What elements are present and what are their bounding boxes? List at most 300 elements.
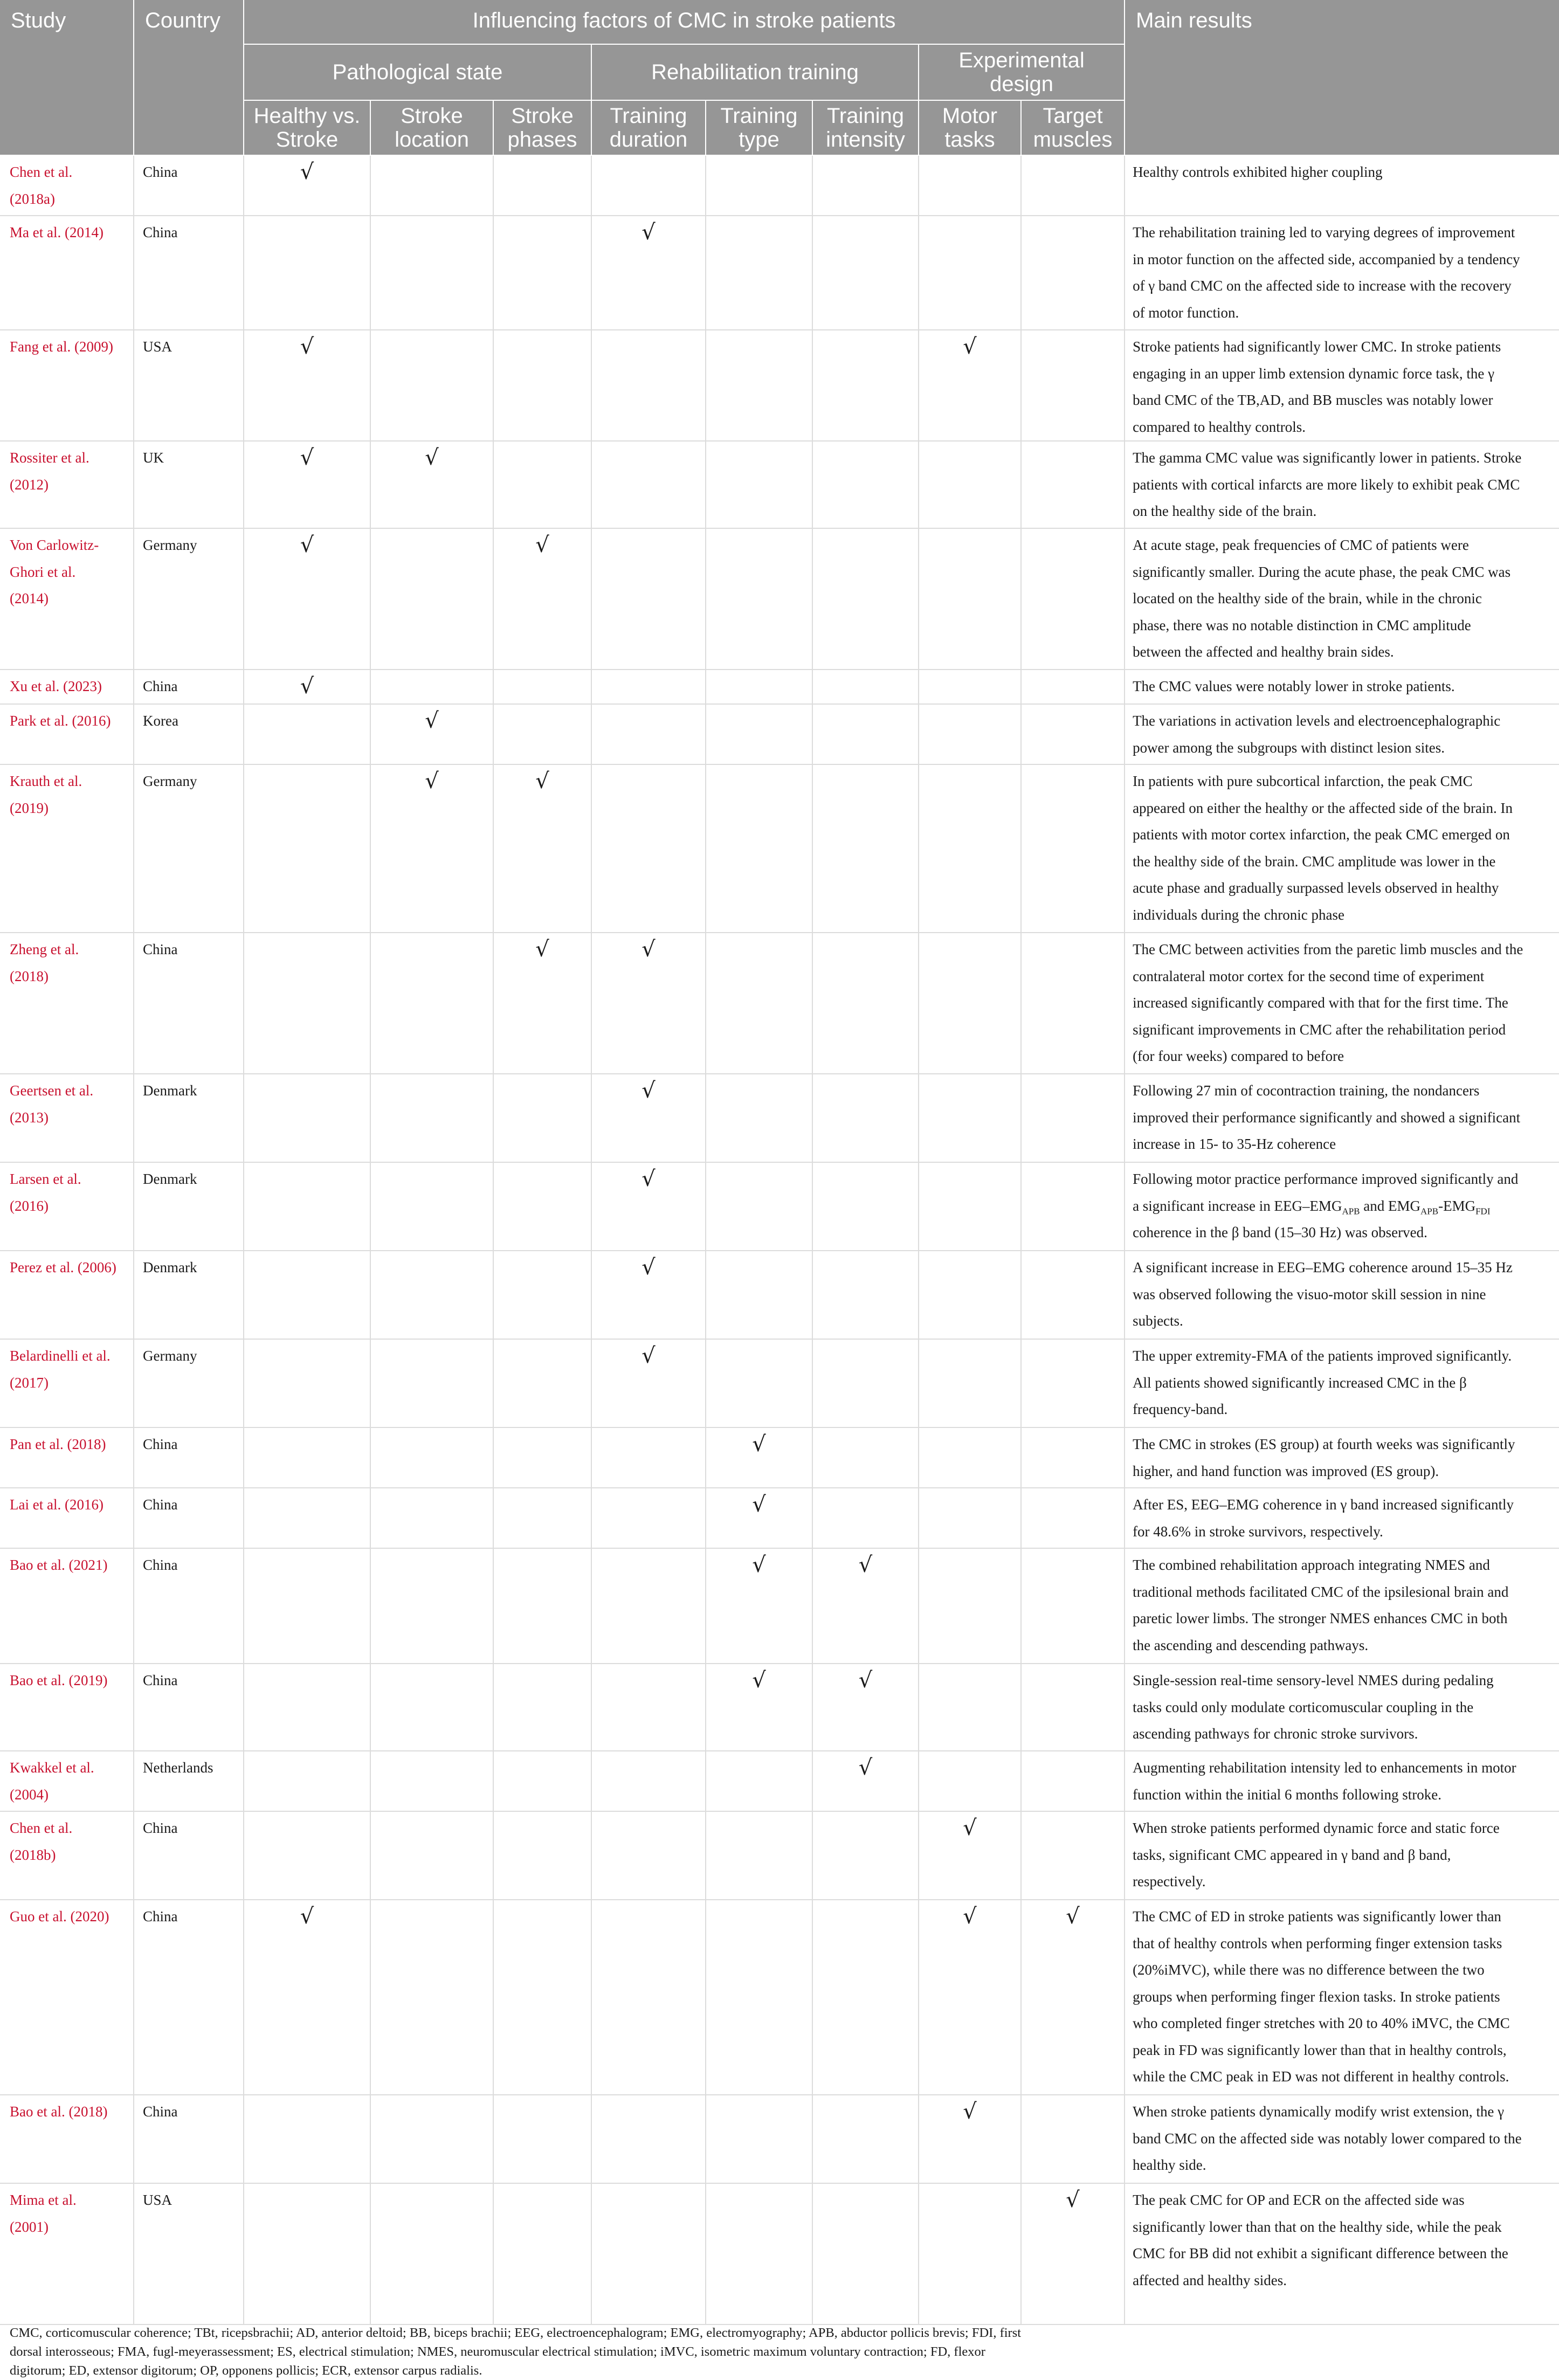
factor-cell-stroke-location (370, 704, 493, 764)
factor-cell-healthy-vs-stroke (244, 528, 370, 670)
study-link[interactable]: Fang et al. (2009) (10, 339, 113, 355)
result-line: improved their performance significantly and showed a significant (1133, 1109, 1521, 1126)
header-study: Study (0, 0, 134, 155)
check-mark-icon: √ (641, 1167, 656, 1191)
study-link[interactable]: Geertsen et al. (10, 1082, 94, 1099)
result-line: Following motor practice performance improved significantly and (1133, 1171, 1519, 1187)
study-cell[interactable] (0, 2183, 134, 2324)
result-line: contralateral motor cortex for the second time of experiment (1133, 968, 1485, 984)
study-link[interactable]: Zheng et al. (10, 941, 79, 957)
factor-cell-training-duration (591, 2183, 706, 2324)
result-line: tasks could only modulate corticomuscular coupling in the (1133, 1699, 1474, 1715)
result-line: After ES, EEG–EMG coherence in γ band increased significantly (1133, 1496, 1514, 1513)
result-line: groups when performing finger flexion tasks. In stroke patients (1133, 1988, 1500, 2005)
check-mark-icon: √ (641, 220, 656, 245)
main-result-cell (1125, 216, 1559, 330)
country-cell: Germany (134, 528, 244, 670)
factor-cell-training-duration (591, 1548, 706, 1664)
factor-cell-stroke-phases (493, 1074, 591, 1162)
check-mark-icon: √ (858, 1668, 873, 1693)
factor-cell-motor-tasks (919, 764, 1021, 933)
result-line: The peak CMC for OP and ECR on the affected side was (1133, 2192, 1465, 2208)
factor-cell-training-type (706, 155, 812, 216)
factor-cell-training-type (706, 1751, 812, 1811)
result-line: patients with motor cortex infarction, the peak CMC emerged on (1133, 826, 1510, 843)
study-cell[interactable] (0, 670, 134, 704)
study-link[interactable]: Chen et al. (10, 1820, 73, 1836)
factor-cell-stroke-location (370, 1751, 493, 1811)
study-link[interactable]: Bao et al. (2019) (10, 1672, 108, 1688)
result-line: power among the subgroups with distinct lesion sites. (1133, 739, 1445, 756)
factor-cell-stroke-location (370, 1427, 493, 1488)
factor-cell-stroke-location (370, 1162, 493, 1251)
main-result-cell (1125, 155, 1559, 216)
table-row (0, 933, 1559, 1074)
factor-cell-stroke-phases (493, 216, 591, 330)
factor-cell-motor-tasks (919, 1074, 1021, 1162)
main-result-cell (1125, 933, 1559, 1074)
check-mark-icon: √ (300, 674, 314, 699)
study-cell[interactable] (0, 1251, 134, 1339)
study-link[interactable]: Mima et al. (10, 2192, 77, 2208)
factor-cell-motor-tasks (919, 155, 1021, 216)
result-line: the ascending and descending pathways. (1133, 1637, 1369, 1653)
factor-cell-target-muscles (1021, 1339, 1125, 1427)
main-result-cell (1125, 1074, 1559, 1162)
result-line: Stroke patients had significantly lower CMC. In stroke patients (1133, 339, 1501, 355)
study-cell[interactable] (0, 1162, 134, 1251)
study-link[interactable]: (2016) (10, 1197, 49, 1214)
factor-cell-stroke-location (370, 216, 493, 330)
factor-cell-training-type (706, 1488, 812, 1548)
header-group-experimental (919, 44, 1125, 100)
check-mark-icon: √ (752, 1668, 766, 1693)
country-cell: China (134, 155, 244, 216)
result-line: while the CMC peak in ED was not different in healthy controls. (1133, 2068, 1509, 2085)
factor-cell-training-intensity (812, 1162, 919, 1251)
factor-cell-motor-tasks (919, 670, 1021, 704)
factor-cell-healthy-vs-stroke (244, 1751, 370, 1811)
result-line: on the healthy side of the brain. (1133, 503, 1317, 519)
factor-cell-training-duration (591, 933, 706, 1074)
factor-cell-target-muscles (1021, 1548, 1125, 1664)
factor-cell-training-intensity (812, 1427, 919, 1488)
country-cell: China (134, 1900, 244, 2095)
check-mark-icon: √ (858, 1755, 873, 1780)
factor-cell-motor-tasks (919, 1251, 1021, 1339)
factor-cell-stroke-location (370, 1488, 493, 1548)
check-mark-icon: √ (535, 769, 549, 794)
result-line: of γ band CMC on the affected side to increase with the recovery (1133, 278, 1512, 294)
result-line: CMC for BB did not exhibit a significant difference between the (1133, 2245, 1508, 2261)
result-line: The gamma CMC value was significantly lower in patients. Stroke (1133, 450, 1522, 466)
study-link[interactable]: Ma et al. (2014) (10, 224, 104, 240)
factor-cell-stroke-phases (493, 1162, 591, 1251)
factor-cell-training-type (706, 704, 812, 764)
factor-cell-training-intensity (812, 528, 919, 670)
factor-cell-training-duration (591, 1427, 706, 1488)
result-line: The CMC values were notably lower in stroke patients. (1133, 678, 1455, 694)
table-row (0, 704, 1559, 764)
factor-cell-training-type (706, 933, 812, 1074)
check-mark-icon: √ (963, 1904, 977, 1929)
header-group-pathological: Pathological state (244, 44, 591, 100)
factor-cell-training-intensity (812, 2095, 919, 2183)
factor-cell-stroke-location (370, 1339, 493, 1427)
result-line: appeared on either the healthy or the affected side of the brain. In (1133, 799, 1513, 816)
study-link[interactable]: (2018a) (10, 190, 55, 207)
header-col-healthy-vs-stroke (244, 100, 370, 155)
factor-cell-stroke-phases (493, 933, 591, 1074)
header-col-motor-tasks (919, 100, 1021, 155)
result-line: Healthy controls exhibited higher coupling (1133, 164, 1383, 180)
factor-cell-training-type (706, 764, 812, 933)
factor-cell-stroke-location (370, 1548, 493, 1664)
result-line: respectively. (1133, 1873, 1206, 1889)
footnote (10, 2323, 1546, 2380)
factor-cell-training-type (706, 1548, 812, 1664)
main-result-cell (1125, 2095, 1559, 2183)
factor-cell-training-type (706, 330, 812, 441)
header-col-training-intensity (812, 100, 919, 155)
study-link[interactable]: Xu et al. (2023) (10, 678, 102, 694)
header-col-training-duration (591, 100, 706, 155)
study-cell[interactable] (0, 441, 134, 528)
country-cell: Denmark (134, 1074, 244, 1162)
result-line: was observed following the visuo-motor skill session in nine (1133, 1286, 1486, 1302)
header-col-line: Target (1043, 104, 1103, 128)
result-line: located on the healthy side of the brain, while in the chronic (1133, 590, 1482, 606)
factor-cell-healthy-vs-stroke (244, 2183, 370, 2324)
study-cell[interactable] (0, 1900, 134, 2095)
check-mark-icon: √ (963, 1816, 977, 1840)
factor-cell-target-muscles (1021, 1664, 1125, 1751)
factor-cell-stroke-location (370, 441, 493, 528)
factor-cell-training-type (706, 216, 812, 330)
study-link[interactable]: (2001) (10, 2218, 49, 2235)
factor-cell-training-duration (591, 704, 706, 764)
factor-cell-training-intensity (812, 1251, 919, 1339)
check-mark-icon: √ (300, 533, 314, 557)
result-line: engaging in an upper limb extension dynamic force task, the γ (1133, 365, 1495, 382)
factor-cell-training-type (706, 1251, 812, 1339)
header-col-line: Motor (942, 104, 998, 128)
factor-cell-healthy-vs-stroke (244, 670, 370, 704)
factor-cell-healthy-vs-stroke (244, 330, 370, 441)
factor-cell-training-duration (591, 1074, 706, 1162)
study-link[interactable]: (2018) (10, 968, 49, 984)
factor-cell-training-duration (591, 1251, 706, 1339)
table-row (0, 1427, 1559, 1488)
factor-cell-training-type (706, 1427, 812, 1488)
header-col-line: Stroke (275, 128, 339, 151)
factor-cell-training-duration (591, 1811, 706, 1900)
study-link[interactable]: (2019) (10, 799, 49, 816)
result-line: (for four weeks) compared to before (1133, 1048, 1344, 1064)
main-result-cell (1125, 670, 1559, 704)
header-col-training-type (706, 100, 812, 155)
study-link[interactable]: Pan et al. (2018) (10, 1436, 106, 1452)
study-link[interactable]: Rossiter et al. (10, 450, 89, 466)
table-row (0, 330, 1559, 441)
table-row (0, 670, 1559, 704)
result-line: for 48.6% in stroke survivors, respectively. (1133, 1523, 1383, 1540)
factor-cell-training-type (706, 528, 812, 670)
study-cell[interactable] (0, 933, 134, 1074)
result-line: significantly lower than that on the healthy side, while the peak (1133, 2218, 1502, 2235)
main-result-cell (1125, 1548, 1559, 1664)
factor-cell-motor-tasks (919, 1664, 1021, 1751)
study-link[interactable]: Lai et al. (2016) (10, 1496, 104, 1513)
study-link[interactable]: Park et al. (2016) (10, 713, 111, 729)
study-link[interactable]: (2013) (10, 1109, 49, 1126)
factor-cell-training-intensity (812, 155, 919, 216)
study-link[interactable]: Bao et al. (2021) (10, 1557, 108, 1573)
header-group-rehabilitation: Rehabilitation training (591, 44, 919, 100)
factor-cell-training-duration (591, 2095, 706, 2183)
factor-cell-stroke-phases (493, 1427, 591, 1488)
study-cell[interactable] (0, 764, 134, 933)
check-mark-icon: √ (858, 1553, 873, 1577)
factor-cell-training-type (706, 1900, 812, 2095)
check-mark-icon: √ (641, 1255, 656, 1280)
factor-cell-motor-tasks (919, 1548, 1021, 1664)
table-row (0, 1251, 1559, 1339)
study-cell[interactable] (0, 330, 134, 441)
study-link[interactable]: (2004) (10, 1786, 49, 1803)
main-result-cell (1125, 1811, 1559, 1900)
check-mark-icon: √ (963, 2099, 977, 2124)
study-cell[interactable] (0, 216, 134, 330)
factor-cell-target-muscles (1021, 2183, 1125, 2324)
check-mark-icon: √ (300, 1904, 314, 1929)
study-link[interactable]: Krauth et al. (10, 773, 82, 789)
study-link[interactable]: Kwakkel et al. (10, 1760, 94, 1776)
check-mark-icon: √ (425, 708, 439, 733)
factor-cell-training-type (706, 441, 812, 528)
header-col-line: duration (609, 128, 688, 151)
study-cell[interactable] (0, 1811, 134, 1900)
study-link[interactable]: Perez et al. (2006) (10, 1259, 116, 1275)
factor-cell-motor-tasks (919, 933, 1021, 1074)
check-mark-icon: √ (1066, 1904, 1080, 1929)
factor-cell-stroke-phases (493, 764, 591, 933)
result-line: When stroke patients performed dynamic force and static force (1133, 1820, 1500, 1836)
factor-cell-healthy-vs-stroke (244, 1664, 370, 1751)
factor-cell-stroke-location (370, 528, 493, 670)
study-cell[interactable] (0, 1548, 134, 1664)
study-cell[interactable] (0, 1427, 134, 1488)
study-cell[interactable] (0, 528, 134, 670)
result-line: When stroke patients dynamically modify wrist extension, the γ (1133, 2103, 1505, 2120)
study-cell[interactable] (0, 1488, 134, 1548)
header-col-line: location (395, 128, 469, 151)
factor-cell-stroke-phases (493, 441, 591, 528)
header-col-line: Training (720, 104, 798, 128)
table-row (0, 1488, 1559, 1548)
study-link[interactable]: (2018b) (10, 1846, 56, 1863)
check-mark-icon: √ (535, 533, 549, 557)
check-mark-icon: √ (425, 445, 439, 470)
check-mark-icon: √ (300, 445, 314, 470)
result-line: between the affected and healthy brain sides. (1133, 644, 1394, 660)
factor-cell-target-muscles (1021, 933, 1125, 1074)
factor-cell-healthy-vs-stroke (244, 1074, 370, 1162)
factor-cell-stroke-phases (493, 670, 591, 704)
study-link[interactable]: (2014) (10, 590, 49, 606)
country-cell: Germany (134, 1339, 244, 1427)
header-col-line: type (739, 128, 780, 151)
result-line: frequency-band. (1133, 1401, 1228, 1417)
study-cell[interactable] (0, 1664, 134, 1751)
factor-cell-motor-tasks (919, 2095, 1021, 2183)
check-mark-icon: √ (300, 334, 314, 359)
factor-cell-stroke-phases (493, 1751, 591, 1811)
factor-cell-stroke-location (370, 2095, 493, 2183)
header-col-line: tasks (944, 128, 995, 151)
table-row (0, 2183, 1559, 2324)
factor-cell-healthy-vs-stroke (244, 1548, 370, 1664)
factor-cell-healthy-vs-stroke (244, 1162, 370, 1251)
country-cell: Netherlands (134, 1751, 244, 1811)
factor-cell-healthy-vs-stroke (244, 764, 370, 933)
factor-cell-training-type (706, 670, 812, 704)
country-cell: USA (134, 330, 244, 441)
factor-cell-healthy-vs-stroke (244, 933, 370, 1074)
main-result-cell (1125, 2183, 1559, 2324)
study-link[interactable]: Von Carlowitz- (10, 537, 99, 553)
header-country: Country (134, 0, 244, 155)
study-cell[interactable] (0, 155, 134, 216)
result-line: in motor function on the affected side, accompanied by a tendency (1133, 251, 1520, 267)
main-result-cell (1125, 704, 1559, 764)
factor-cell-stroke-location (370, 330, 493, 441)
table-row (0, 441, 1559, 528)
result-line: The CMC between activities from the paretic limb muscles and the (1133, 941, 1523, 957)
factor-cell-training-duration (591, 528, 706, 670)
factor-cell-training-type (706, 1339, 812, 1427)
factor-cell-motor-tasks (919, 441, 1021, 528)
factor-cell-training-type (706, 1162, 812, 1251)
factor-cell-stroke-location (370, 764, 493, 933)
country-cell: China (134, 1548, 244, 1664)
result-line: increase in 15- to 35-Hz coherence (1133, 1136, 1336, 1152)
factor-cell-stroke-location (370, 1811, 493, 1900)
table-row (0, 216, 1559, 330)
check-mark-icon: √ (641, 1343, 656, 1368)
factor-cell-stroke-location (370, 670, 493, 704)
result-line: Single-session real-time sensory-level NMES during pedaling (1133, 1672, 1494, 1688)
check-mark-icon: √ (752, 1432, 766, 1457)
table-row (0, 2095, 1559, 2183)
study-link[interactable]: (2017) (10, 1374, 49, 1391)
factor-cell-healthy-vs-stroke (244, 2095, 370, 2183)
factor-cell-stroke-phases (493, 1488, 591, 1548)
factor-cell-stroke-phases (493, 2183, 591, 2324)
result-line: healthy side. (1133, 2157, 1206, 2173)
study-cell[interactable] (0, 704, 134, 764)
study-link[interactable]: Larsen et al. (10, 1171, 81, 1187)
study-link[interactable]: Chen et al. (10, 164, 73, 180)
factor-cell-motor-tasks (919, 704, 1021, 764)
factor-cell-target-muscles (1021, 1162, 1125, 1251)
factor-cell-training-type (706, 1074, 812, 1162)
result-line: who completed finger stretches with 20 to 40% iMVC, the CMC (1133, 2015, 1510, 2031)
factor-cell-target-muscles (1021, 1488, 1125, 1548)
study-cell[interactable] (0, 2095, 134, 2183)
table-row (0, 528, 1559, 670)
table-row (0, 1751, 1559, 1811)
factor-cell-healthy-vs-stroke (244, 1811, 370, 1900)
study-link[interactable]: (2012) (10, 476, 49, 493)
factor-cell-training-intensity (812, 216, 919, 330)
factor-cell-training-intensity (812, 1548, 919, 1664)
check-mark-icon: √ (963, 334, 977, 359)
factor-cell-healthy-vs-stroke (244, 216, 370, 330)
study-link[interactable]: Belardinelli et al. (10, 1348, 111, 1364)
table-row (0, 155, 1559, 216)
factor-cell-healthy-vs-stroke (244, 704, 370, 764)
factor-cell-stroke-location (370, 2183, 493, 2324)
header-col-line: Stroke (511, 104, 574, 128)
header-col-line: Stroke (401, 104, 463, 128)
check-mark-icon: √ (425, 769, 439, 794)
factor-cell-healthy-vs-stroke (244, 1251, 370, 1339)
factor-cell-training-intensity (812, 1664, 919, 1751)
header-influencing-factors: Influencing factors of CMC in stroke patients (244, 0, 1125, 44)
factor-cell-training-intensity (812, 933, 919, 1074)
factor-cell-training-duration (591, 1339, 706, 1427)
study-link[interactable]: Guo et al. (2020) (10, 1908, 109, 1924)
factor-cell-target-muscles (1021, 1811, 1125, 1900)
main-result-cell (1125, 1339, 1559, 1427)
main-result-cell (1125, 1900, 1559, 2095)
factor-cell-motor-tasks (919, 1751, 1021, 1811)
factor-cell-motor-tasks (919, 1427, 1021, 1488)
result-line: a significant increase in EEG–$EMG_{APB}$ and $EMG_{APB}-EMG_{FDI}$ (1133, 1197, 1491, 1216)
factor-cell-motor-tasks (919, 1811, 1021, 1900)
country-cell: China (134, 2095, 244, 2183)
result-line: tasks, significant CMC appeared in γ band and β band, (1133, 1846, 1451, 1863)
table-row (0, 1664, 1559, 1751)
factor-cell-target-muscles (1021, 764, 1125, 933)
factor-cell-healthy-vs-stroke (244, 155, 370, 216)
result-line: function within the initial 6 months following stroke. (1133, 1786, 1442, 1803)
main-result-cell (1125, 1427, 1559, 1488)
study-cell[interactable] (0, 1074, 134, 1162)
study-cell[interactable] (0, 1751, 134, 1811)
result-line: At acute stage, peak frequencies of CMC of patients were (1133, 537, 1469, 553)
result-line: Augmenting rehabilitation intensity led to enhancements in motor (1133, 1760, 1516, 1776)
factor-cell-training-intensity (812, 330, 919, 441)
factor-cell-healthy-vs-stroke (244, 441, 370, 528)
factor-cell-training-intensity (812, 1488, 919, 1548)
study-cell[interactable] (0, 1339, 134, 1427)
country-cell: China (134, 1427, 244, 1488)
factor-cell-motor-tasks (919, 1162, 1021, 1251)
study-link[interactable]: Bao et al. (2018) (10, 2103, 108, 2120)
factor-cell-training-intensity (812, 1074, 919, 1162)
factor-cell-stroke-phases (493, 330, 591, 441)
factor-cell-motor-tasks (919, 1488, 1021, 1548)
factor-cell-training-duration (591, 1664, 706, 1751)
factor-cell-training-type (706, 2095, 812, 2183)
study-link[interactable]: Ghori et al. (10, 563, 76, 580)
factor-cell-motor-tasks (919, 1339, 1021, 1427)
result-line: compared to healthy controls. (1133, 418, 1306, 435)
result-line: A significant increase in EEG–EMG coherence around 15–35 Hz (1133, 1259, 1513, 1275)
check-mark-icon: √ (752, 1553, 766, 1577)
